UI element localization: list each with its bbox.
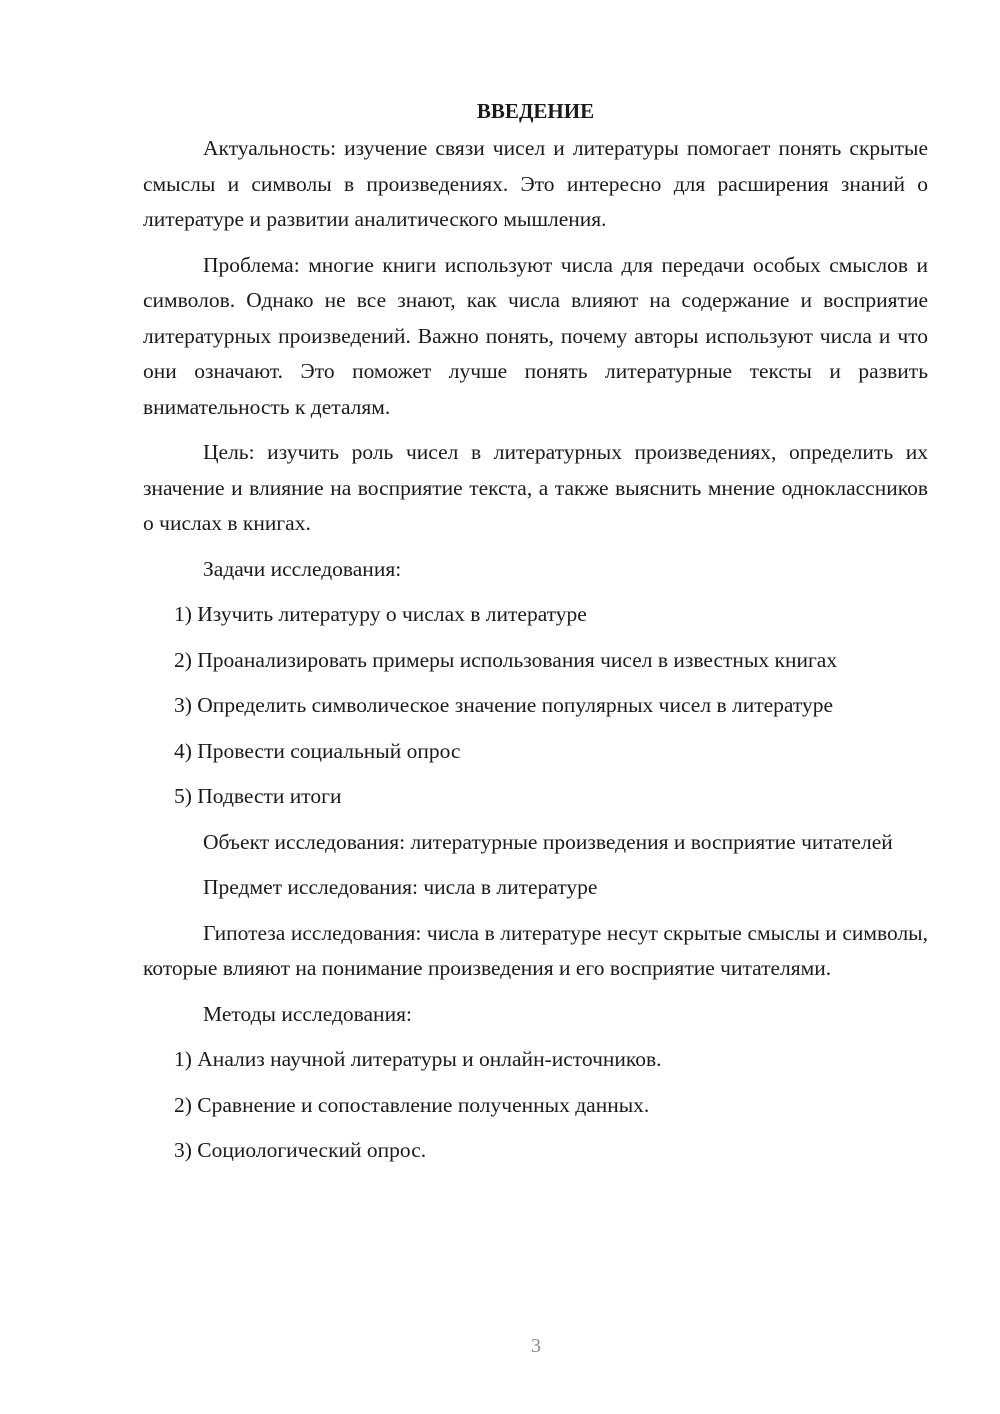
task-item: 5) Подвести итоги: [174, 784, 342, 808]
task-item: 1) Изучить литературу о числах в литературе: [174, 602, 587, 626]
task-item: 3) Определить символическое значение популярных чисел в литературе: [174, 693, 834, 717]
problem-paragraph: Проблема: многие книги используют числа для передачи особых смыслов и символов. Однако не все знают, как числа влияют на содержание и восприятие литературных произведений. Важно понять, почему авторы используют числа и что они означают. Это поможет лучше понять литературные тексты и развить внимательность к деталям.: [143, 252, 928, 419]
goal-paragraph: Цель: изучить роль чисел в литературных произведениях, определить их значение и влияние на восприятие текста, а также выяснить мнение одноклассников о числах в книгах.: [143, 440, 928, 535]
page-number: 3: [531, 1335, 541, 1357]
methods-heading: Методы исследования:: [203, 1001, 412, 1026]
method-item: 1) Анализ научной литературы и онлайн-источников.: [174, 1047, 662, 1071]
hypothesis-paragraph: Гипотеза исследования: числа в литературе несут скрытые смыслы и символы, которые влияют на понимание произведения и его восприятие читателями.: [143, 920, 928, 980]
task-item: 4) Провести социальный опрос: [174, 738, 461, 763]
relevance-paragraph: Актуальность: изучение связи чисел и литературы помогает понять скрытые смыслы и символы в произведениях. Это интересно для расширения знаний о литературе и развитии аналитического мышления.: [143, 136, 928, 231]
document-page: [143, 96, 928, 1179]
tasks-heading: Задачи исследования:: [203, 556, 402, 581]
task-item: 2) Проанализировать примеры использования чисел в известных книгах: [174, 647, 838, 672]
subject-paragraph: Предмет исследования: числа в литературе: [203, 875, 598, 899]
method-item: 3) Социологический опрос.: [174, 1138, 427, 1162]
object-paragraph: Объект исследования: литературные произведения и восприятие читателей: [203, 829, 893, 854]
method-item: 2) Сравнение и сопоставление полученных данных.: [174, 1092, 650, 1117]
section-title: ВВЕДЕНИЕ: [476, 99, 595, 123]
